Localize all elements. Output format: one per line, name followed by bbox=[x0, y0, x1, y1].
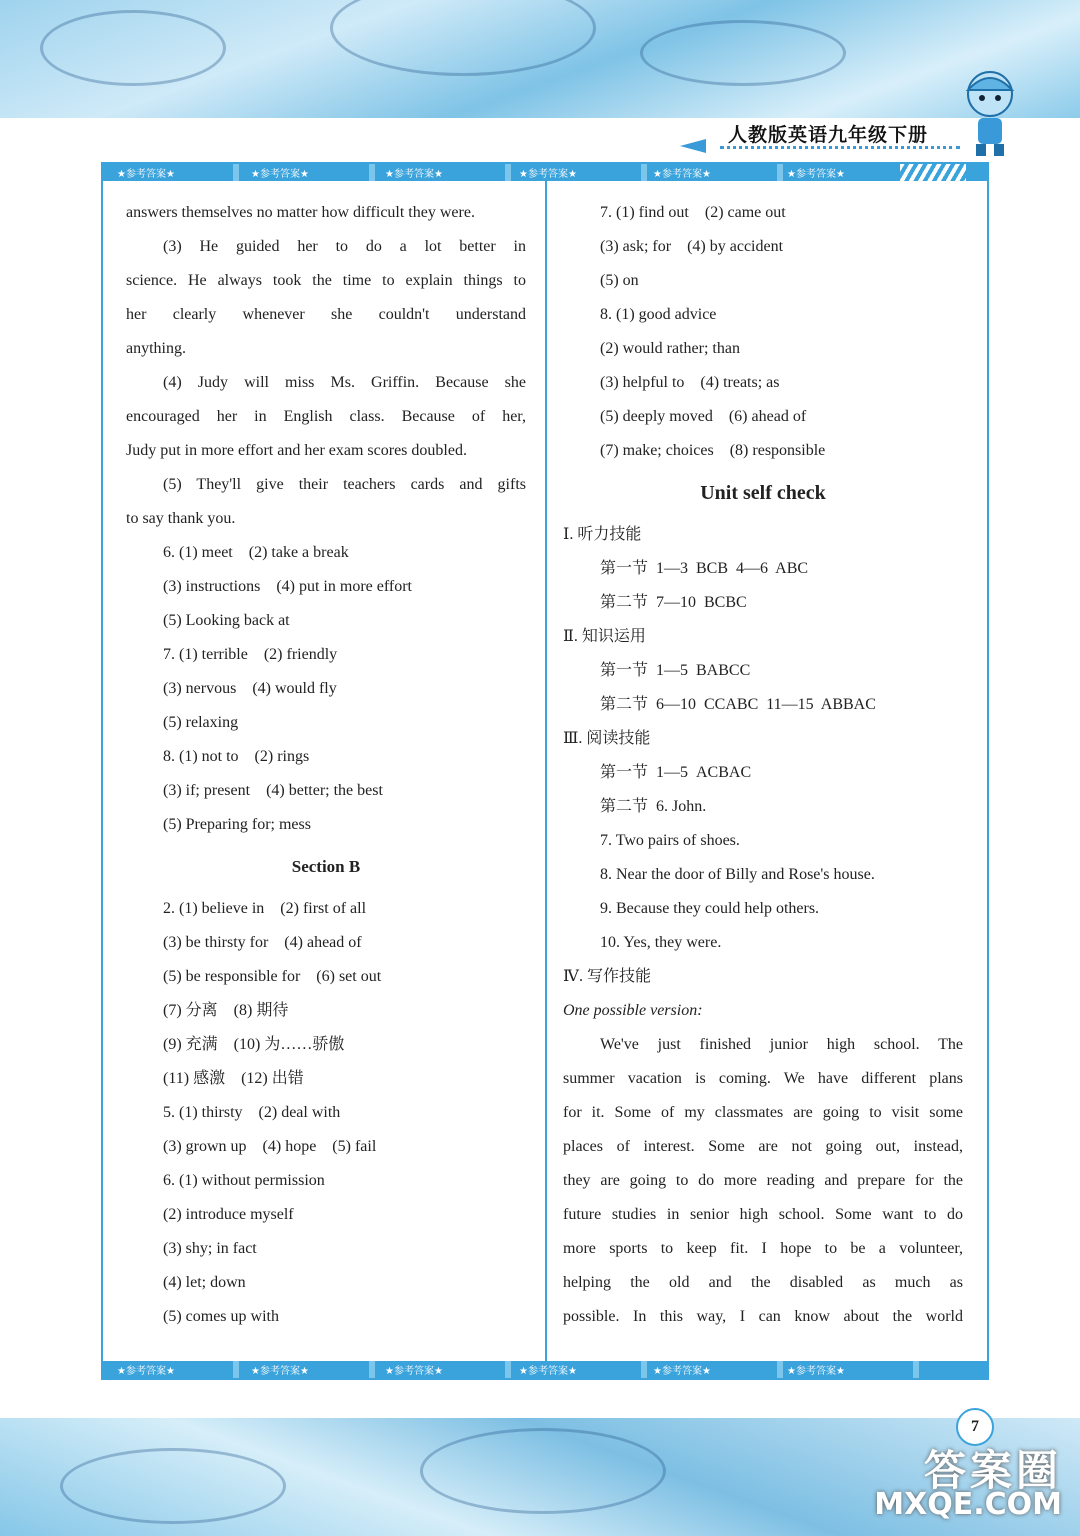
answer-line: (3) if; present (4) better; the best bbox=[163, 782, 383, 799]
arrow-icon bbox=[680, 139, 706, 153]
answer-line: places of interest. Some are not going out, instead, bbox=[563, 1138, 963, 1155]
answer-line: We've just finished junior high school. The bbox=[600, 1036, 963, 1053]
answer-line: 7. (1) terrible (2) friendly bbox=[163, 646, 338, 663]
answer-line: (4) let; down bbox=[163, 1274, 246, 1291]
answer-line: for it. Some of my classmates are going to visit some bbox=[563, 1104, 963, 1121]
mascot-icon bbox=[958, 66, 1022, 158]
answer-line: 第一节 1—5 BABCC bbox=[600, 662, 751, 679]
footer-strip bbox=[103, 1361, 987, 1378]
answer-line: (5) relaxing bbox=[163, 714, 239, 731]
strip-label: ★参考答案★ bbox=[519, 169, 577, 180]
banner-scribble bbox=[60, 1448, 286, 1524]
answer-line: 10. Yes, they were. bbox=[600, 934, 722, 951]
answer-line: 第二节 7—10 BCBC bbox=[600, 594, 747, 611]
right-answer-column bbox=[563, 196, 963, 1334]
strip-label: ★参考答案★ bbox=[787, 169, 845, 180]
answer-line: Unit self check bbox=[700, 482, 826, 504]
answer-line: (2) would rather; than bbox=[600, 340, 740, 357]
answer-line: 第一节 1—5 ACBAC bbox=[600, 764, 752, 781]
answer-line: 9. Because they could help others. bbox=[600, 900, 820, 917]
answer-line: 8. Near the door of Billy and Rose's house. bbox=[600, 866, 875, 883]
answer-line: (3) nervous (4) would fly bbox=[163, 680, 337, 697]
answer-line: (9) 充满 (10) 为……骄傲 bbox=[163, 1036, 345, 1053]
page-number: 7 bbox=[956, 1408, 994, 1446]
answer-line: One possible version: bbox=[563, 1002, 703, 1019]
left-answer-column bbox=[126, 196, 526, 1334]
answer-line: 第二节 6. John. bbox=[600, 798, 707, 815]
answer-line: more sports to keep fit. I hope to be a volunteer, bbox=[563, 1240, 963, 1257]
banner-scribble bbox=[330, 0, 596, 76]
site-watermark bbox=[874, 1446, 1062, 1522]
answer-line: 7. Two pairs of shoes. bbox=[600, 832, 740, 849]
answer-line: (4) Judy will miss Ms. Griffin. Because she bbox=[163, 374, 526, 391]
answer-line: (5) deeply moved (6) ahead of bbox=[600, 408, 807, 425]
dotted-rule bbox=[720, 146, 960, 149]
answer-line: Ⅳ. 写作技能 bbox=[563, 968, 651, 985]
answer-line: helping the old and the disabled as much as bbox=[563, 1274, 963, 1291]
answer-line: (2) introduce myself bbox=[163, 1206, 294, 1223]
answer-line: 7. (1) find out (2) came out bbox=[600, 204, 786, 221]
answer-line: (7) make; choices (8) responsible bbox=[600, 442, 826, 459]
answer-line: (3) ask; for (4) by accident bbox=[600, 238, 784, 255]
watermark-domain: MXQE.COM bbox=[874, 1487, 1062, 1522]
answer-line: (3) shy; in fact bbox=[163, 1240, 257, 1257]
answer-line: (3) instructions (4) put in more effort bbox=[163, 578, 412, 595]
top-banner bbox=[0, 0, 1080, 118]
answer-line: 8. (1) good advice bbox=[600, 306, 717, 323]
answer-line: 6. (1) meet (2) take a break bbox=[163, 544, 349, 561]
answer-line: (7) 分离 (8) 期待 bbox=[163, 1002, 289, 1019]
answer-line: (5) They'll give their teachers cards and gifts bbox=[163, 476, 526, 493]
strip-label: ★参考答案★ bbox=[653, 169, 711, 180]
answer-line: (3) be thirsty for (4) ahead of bbox=[163, 934, 362, 951]
answer-line: they are going to do more reading and prepare for the bbox=[563, 1172, 963, 1189]
answer-line: (5) on bbox=[600, 272, 639, 289]
answer-line: answers themselves no matter how difficult they were. bbox=[126, 204, 475, 221]
strip-label: ★参考答案★ bbox=[653, 1366, 711, 1377]
answer-line: science. He always took the time to explain things to bbox=[126, 272, 526, 289]
strip-label: ★参考答案★ bbox=[117, 169, 175, 180]
strip-label: ★参考答案★ bbox=[117, 1366, 175, 1377]
answer-line: to say thank you. bbox=[126, 510, 236, 527]
strip-label: ★参考答案★ bbox=[251, 1366, 309, 1377]
banner-scribble bbox=[420, 1428, 666, 1514]
strip-label: ★参考答案★ bbox=[251, 169, 309, 180]
banner-scribble bbox=[640, 20, 846, 86]
answer-line: (3) helpful to (4) treats; as bbox=[600, 374, 780, 391]
answer-line: (5) be responsible for (6) set out bbox=[163, 968, 382, 985]
answer-line: Ⅱ. 知识运用 bbox=[563, 628, 646, 645]
answer-line: 8. (1) not to (2) rings bbox=[163, 748, 310, 765]
answer-line: (3) He guided her to do a lot better in bbox=[163, 238, 526, 255]
decorative-stripes bbox=[900, 164, 966, 181]
book-title: 人教版英语九年级下册 bbox=[727, 124, 928, 146]
strip-label: ★参考答案★ bbox=[787, 1366, 845, 1377]
answer-line: Ⅲ. 阅读技能 bbox=[563, 730, 651, 747]
answer-line: Ⅰ. 听力技能 bbox=[563, 526, 642, 543]
answer-line: future studies in senior high school. Some want to do bbox=[563, 1206, 963, 1223]
answer-line: encouraged her in English class. Because of her, bbox=[126, 408, 526, 425]
answer-line: 第一节 1—3 BCB 4—6 ABC bbox=[600, 560, 809, 577]
answer-line: Judy put in more effort and her exam scores doubled. bbox=[126, 442, 467, 459]
answer-line: possible. In this way, I can know about the world bbox=[563, 1308, 963, 1325]
answer-line: 2. (1) believe in (2) first of all bbox=[163, 900, 367, 917]
answer-line: (5) Looking back at bbox=[163, 612, 290, 629]
strip-label: ★参考答案★ bbox=[519, 1366, 577, 1377]
strip-label: ★参考答案★ bbox=[385, 1366, 443, 1377]
answer-line: 6. (1) without permission bbox=[163, 1172, 325, 1189]
banner-scribble bbox=[40, 10, 226, 86]
watermark-title: 答案圈 bbox=[923, 1446, 1062, 1495]
answer-line: (3) grown up (4) hope (5) fail bbox=[163, 1138, 377, 1155]
answer-line: her clearly whenever she couldn't understand bbox=[126, 306, 526, 323]
answer-line: summer vacation is coming. We have different plans bbox=[563, 1070, 963, 1087]
strip-label: ★参考答案★ bbox=[385, 169, 443, 180]
answer-line: Section B bbox=[291, 857, 361, 876]
column-divider bbox=[545, 181, 547, 1361]
answer-line: 5. (1) thirsty (2) deal with bbox=[163, 1104, 341, 1121]
answer-line: (5) comes up with bbox=[163, 1308, 279, 1325]
answer-line: (11) 感激 (12) 出错 bbox=[163, 1070, 304, 1087]
answer-line: (5) Preparing for; mess bbox=[163, 816, 311, 833]
answer-line: anything. bbox=[126, 340, 186, 357]
header-strip bbox=[103, 164, 987, 181]
answer-line: 第二节 6—10 CCABC 11—15 ABBAC bbox=[600, 696, 876, 713]
